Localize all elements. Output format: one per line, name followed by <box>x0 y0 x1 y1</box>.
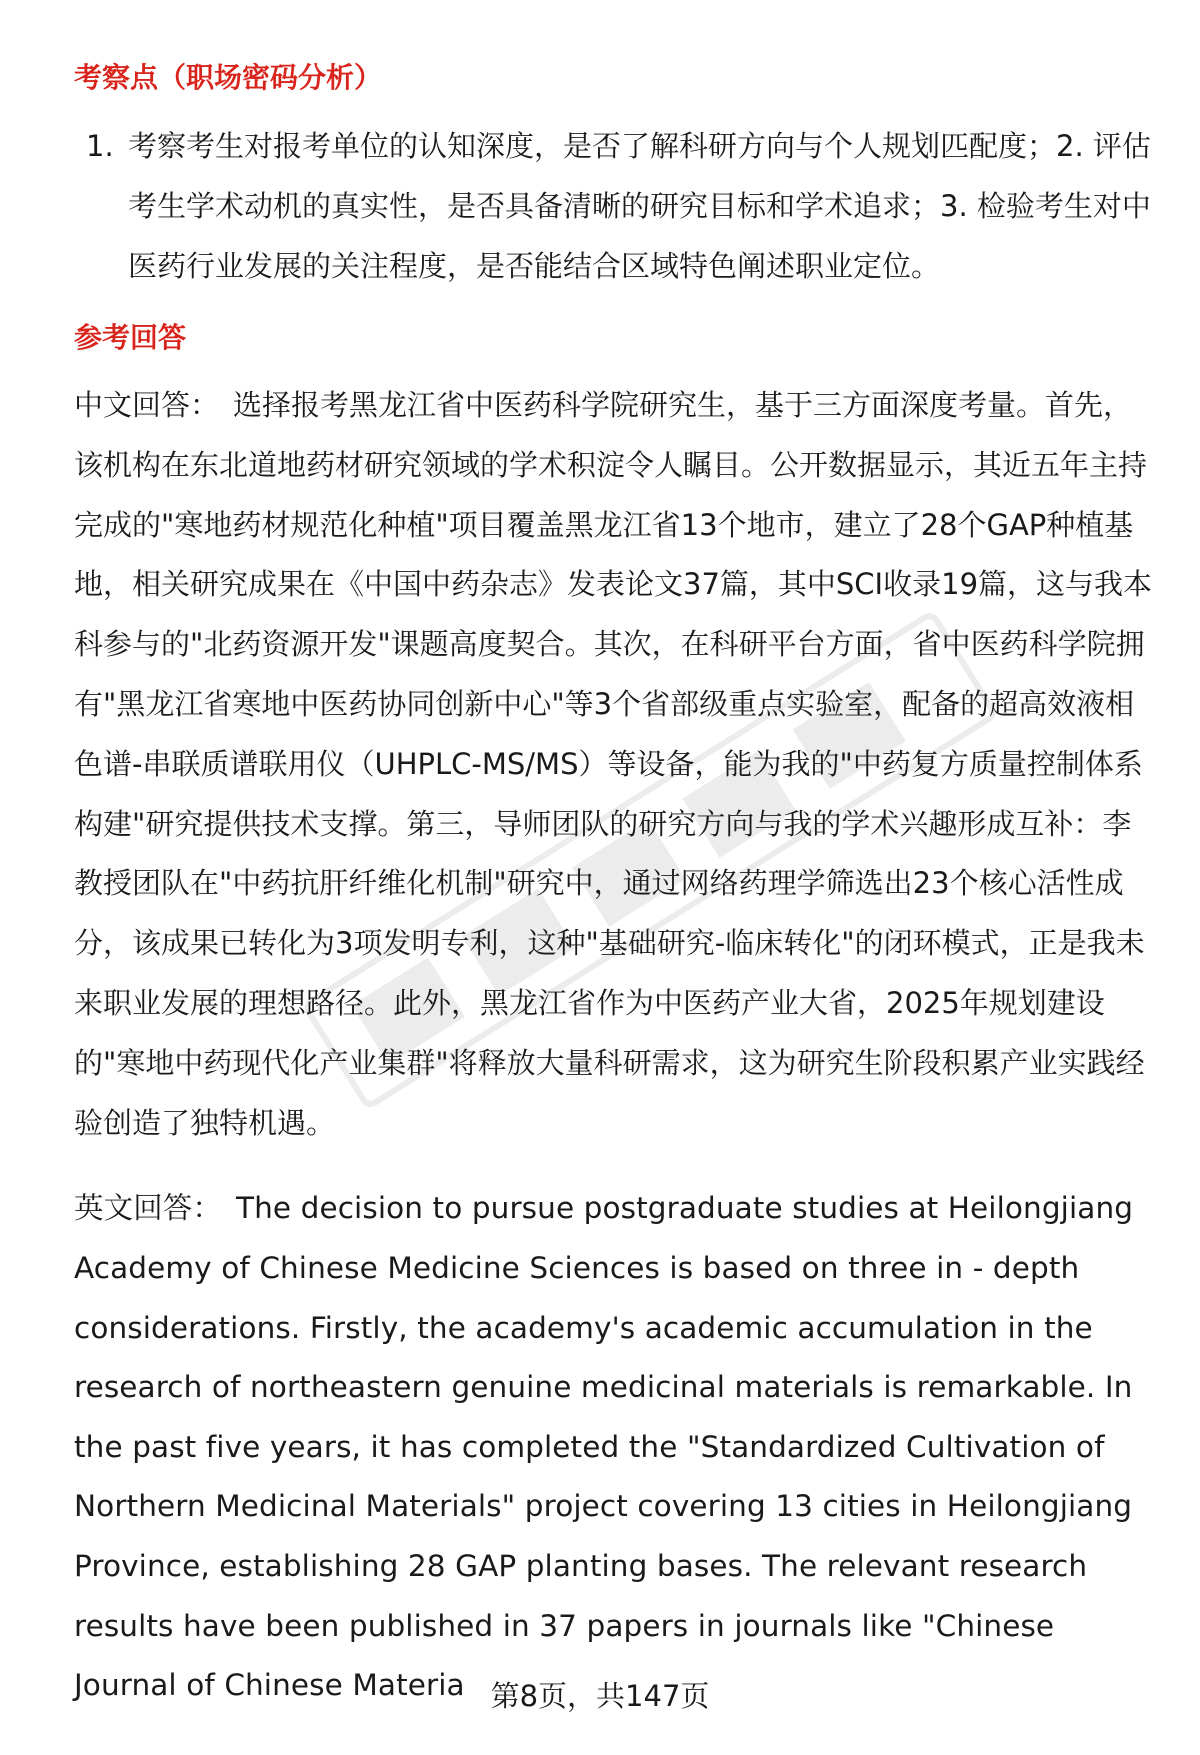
exam-point-text: 考察考生对报考单位的认知深度，是否了解科研方向与个人规划匹配度；2. 评估考生学术动机的真实性，是否具备清晰的研究目标和学术追求；3. 检验考生对中医药行业发展的关注程度，是否能结合区域特色阐述职业定位。 <box>128 129 1151 283</box>
chinese-answer-text: 选择报考黑龙江省中医药科学院研究生，基于三方面深度考量。首先，该机构在东北道地药材研究领域的学术积淀令人瞩目。公开数据显示，其近五年主持完成的"寒地药材规范化种植"项目覆盖黑龙江省13个地市，建立了28个GAP种植基地，相关研究成果在《中国中药杂志》发表论文37篇，其中SCI收录19篇，这与我本科参与的"北药资源开发"课题高度契合。其次，在科研平台方面，省中医药科学院拥有"黑龙江省寒地中医药协同创新中心"等3个省部级重点实验室，配备的超高效液相色谱-串联质谱联用仪（UHPLC-MS/MS）等设备，能为我的"中药复方质量控制体系构建"研究提供技术支撑。第三，导师团队的研究方向与我的学术兴趣形成互补：李教授团队在"中药抗肝纤维化机制"研究中，通过网络药理学筛选出23个核心活性成分，该成果已转化为3项发明专利，这种"基础研究-临床转化"的闭环模式，正是我未来职业发展的理想路径。此外，黑龙江省作为中医药产业大省，2025年规划建设的"寒地中药现代化产业集群"将释放大量科研需求，这为研究生阶段积累产业实践经验创造了独特机遇。 <box>74 388 1153 1140</box>
document-content <box>74 56 1154 1716</box>
chinese-answer-label: 中文回答： <box>74 388 220 422</box>
exam-points-list <box>74 116 1154 296</box>
english-answer-text: The decision to pursue postgraduate studies at Heilongjiang Academy of Chinese Medicine Sciences is based on three in - depth considerations. Firstly, the academy's academic accumulation in the research of northeastern genuine medicinal materials is remarkable. In the past five years, it has completed the "Standardized Cultivation of Northern Medicinal Materials" project covering 13 cities in Heilongjiang Province, establishing 28 GAP planting bases. The relevant research results have been published in 37 papers in journals like "Chinese Journal of Chinese Materia <box>74 1191 1134 1703</box>
reference-answer-heading: 参考回答 <box>74 321 187 354</box>
english-answer-label: 英文回答： <box>74 1191 223 1226</box>
exam-points-heading: 考察点（职场密码分析） <box>74 61 383 94</box>
page-number-footer: 第8页，共147页 <box>490 1679 710 1713</box>
chinese-answer-paragraph <box>74 376 1154 1153</box>
english-answer-paragraph <box>74 1179 1154 1715</box>
exam-point-item <box>74 116 1154 296</box>
exam-point-number: 1. <box>86 129 114 163</box>
